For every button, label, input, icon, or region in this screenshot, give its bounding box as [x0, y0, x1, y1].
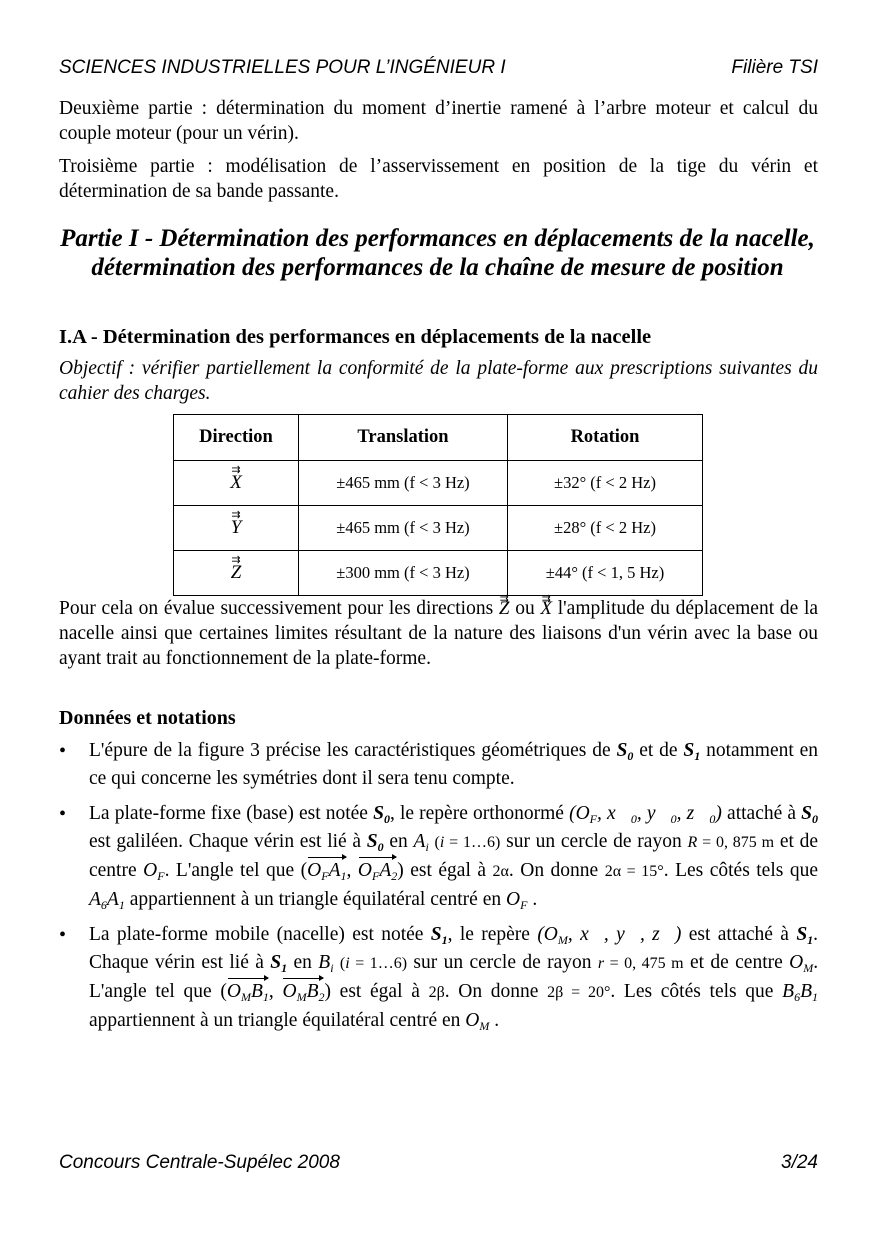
b2-text-3: attaché à — [727, 803, 797, 824]
b3-text-7: et de centre — [689, 952, 783, 973]
b2-text-6: sur un cercle de rayon — [506, 831, 682, 852]
list-item: • L'épure de la figure 3 précise les caractéristiques géométriques de $S_0$ et de $S_1$ notamment en ce qui concerne les symétries dont il sera tenu compte. — [59, 737, 818, 793]
b1-text-3: notamment en ce qui concerne les symétries dont il sera tenu compte. — [89, 740, 819, 789]
b3-text-2: , le repère — [447, 924, 530, 945]
col-header-rotation: Rotation — [508, 415, 703, 461]
direction-cell — [174, 551, 299, 596]
eval-text-b: ou — [515, 598, 535, 619]
header-track: Filière TSI — [731, 57, 818, 78]
page-number: 3/24 — [781, 1152, 818, 1173]
header-title: SCIENCES INDUSTRIELLES POUR L’INGÉNIEUR I — [59, 57, 506, 78]
b2-text-1: La plate-forme fixe (base) est notée — [89, 803, 368, 824]
eval-text-a: Pour cela on évalue successivement pour les directions — [59, 598, 494, 619]
b3-text-8: . L'angle tel que — [89, 952, 819, 1002]
table-header-row — [174, 415, 703, 461]
b2-text-4: est galiléen. Chaque vérin est lié à — [89, 831, 362, 852]
intro-paragraph-2: Deuxième partie : détermination du moment d’inertie ramené à l’arbre moteur et calcul du couple moteur (pour un vérin). — [59, 98, 818, 144]
b3-text-9: est égal à — [339, 981, 420, 1002]
notation-list — [59, 737, 818, 1042]
b2-text-10: . On donne — [508, 860, 599, 881]
vector-symbol: ⇉ Y — [231, 517, 242, 539]
b2-text-12: appartiennent à un triangle équilatéral centré en — [129, 889, 502, 910]
running-footer — [59, 1152, 818, 1174]
list-item: • La plate-forme mobile (nacelle) est notée $S_1$, le repère ($O_M$, x⃗, y⃗, z⃗) est attaché à $S_1$. Chaque vérin est lié à $S_1$ en $B_i$ (i = 1…6) sur un cercle de rayon r = 0, 475 m et de centre $O_M$. L'angle tel que ($O_MB_1$, $O_MB_2$) est égal à 2β. On donne 2β = 20°. Les côtés tels que $B_6B_1$ appartiennent à un triangle équilatéral centré en $O_M$ . — [59, 921, 818, 1035]
b2-text-7: et de centre — [89, 831, 819, 881]
evaluation-paragraph — [59, 596, 818, 671]
b3-text-11: . Les côtés tels que — [610, 981, 774, 1002]
b3-text-12: appartiennent à un triangle équilatéral centré en — [89, 1010, 461, 1031]
b3-text-4: . Chaque vérin est lié à — [89, 924, 819, 973]
b3-text-6: sur un cercle de rayon — [413, 952, 592, 973]
running-header — [59, 57, 818, 79]
direction-cell — [174, 506, 299, 551]
b2-text-11: . Les côtés tels que — [663, 860, 818, 881]
vector-symbol: ⇉ Z — [231, 562, 242, 584]
col-header-translation: Translation — [299, 415, 508, 461]
b2-text-5: en — [389, 831, 408, 852]
rotation-cell: ±32° (f < 2 Hz) — [508, 461, 703, 506]
translation-cell: ±465 mm (f < 3 Hz) — [299, 461, 508, 506]
donnees-title: Données et notations — [59, 707, 236, 729]
b3-text-1: La plate-forme mobile (nacelle) est notée — [89, 924, 424, 945]
vector-z: ⇉ Z — [499, 596, 510, 621]
direction-cell — [174, 461, 299, 506]
b2-text-8: . L'angle tel que — [164, 860, 295, 881]
translation-cell: ±465 mm (f < 3 Hz) — [299, 506, 508, 551]
eval-text-c: l'amplitude du déplacement de la nacelle ainsi que certaines limites résultant de la nature des liaisons d'un vérin avec la base ou ayant trait au fonctionnement de la plate-forme. — [59, 598, 819, 669]
table-row — [174, 551, 703, 596]
col-header-direction: Direction — [174, 415, 299, 461]
b1-text-2: et de — [639, 740, 678, 761]
table-row — [174, 461, 703, 506]
section-title: I.A - Détermination des performances en déplacements de la nacelle — [59, 326, 652, 348]
intro-block — [59, 97, 818, 204]
vector-symbol: ⇉ X — [230, 472, 242, 494]
part-title: Partie I - Détermination des performances en déplacements de la nacelle, détermination des performances de la chaîne de mesure de position — [60, 225, 815, 281]
b3-text-5: en — [293, 952, 312, 973]
b3-text-3: est attaché à — [688, 924, 789, 945]
specification-table — [173, 414, 703, 596]
intro-paragraph-3: Troisième partie : modélisation de l’asservissement en position de la tige du vérin et détermination de sa bande passante. — [59, 156, 818, 202]
vector-x: ⇉ X — [540, 596, 552, 621]
translation-cell: ±300 mm (f < 3 Hz) — [299, 551, 508, 596]
footer-contest: Concours Centrale-Supélec 2008 — [59, 1152, 340, 1173]
b2-text-2: , le repère orthonormé — [389, 803, 564, 824]
b2-text-9: est égal à — [410, 860, 486, 881]
list-item: • La plate-forme fixe (base) est notée $S_0$, le repère orthonormé ($O_F$, $x⃗_0$, $y⃗_0$, $z⃗_0$) attaché à $S_0$ est galiléen. Chaque vérin est lié à $S_0$ en $A_i$ (i = 1…6) sur un cercle de rayon R = 0, 875 m et de centre $O_F$. L'angle tel que ($O_FA_1$, $O_FA_2$) est égal à 2α. On donne 2α = 15°. Les côtés tels que $A_6A_1$ appartiennent à un triangle équilatéral centré en $O_F$ . — [59, 800, 818, 914]
b1-text-1: L'épure de la figure 3 précise les caractéristiques géométriques de — [89, 740, 611, 761]
rotation-cell: ±28° (f < 2 Hz) — [508, 506, 703, 551]
table-row — [174, 506, 703, 551]
rotation-cell: ±44° (f < 1, 5 Hz) — [508, 551, 703, 596]
objective-text: Objectif : vérifier partiellement la conformité de la plate-forme aux prescriptions suivantes du cahier des charges. — [59, 358, 818, 404]
b3-text-10: . On donne — [444, 981, 539, 1002]
